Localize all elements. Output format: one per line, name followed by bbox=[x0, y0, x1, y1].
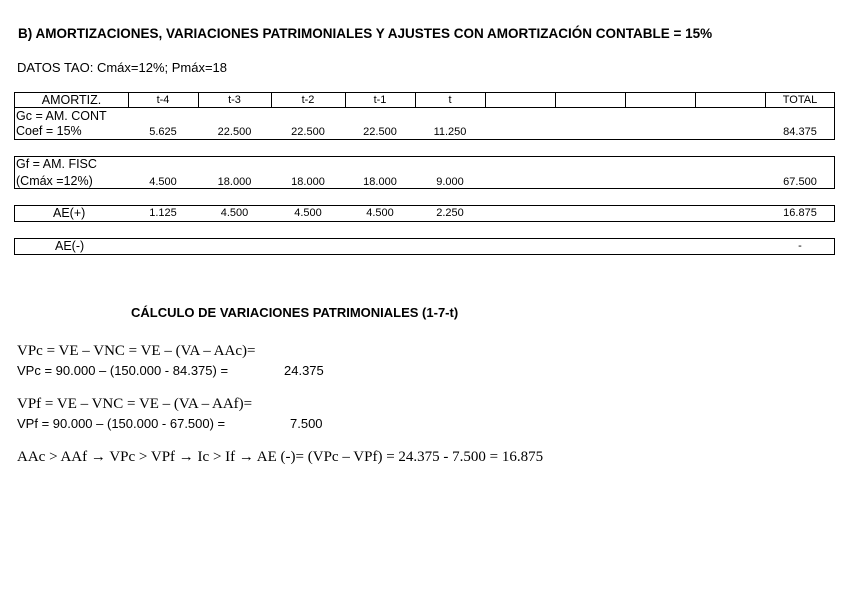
header-col: t-3 bbox=[228, 94, 241, 106]
row-label: (Cmáx =12%) bbox=[16, 174, 93, 188]
total-cell: - bbox=[798, 240, 802, 252]
value-cell: 9.000 bbox=[436, 176, 464, 188]
total-cell: 67.500 bbox=[783, 176, 817, 188]
header-col: t-4 bbox=[156, 94, 170, 106]
row-label: AE(+) bbox=[53, 206, 86, 220]
table-header-row bbox=[14, 92, 835, 108]
row-label: AE(-) bbox=[55, 239, 85, 253]
vpc-calc: VPc = 90.000 – (150.000 - 84.375) = bbox=[17, 363, 229, 378]
value-cell: 4.500 bbox=[366, 207, 394, 219]
header-amortiz: AMORTIZ. bbox=[41, 93, 102, 107]
calc-title: CÁLCULO DE VARIACIONES PATRIMONIALES (1-7-t) bbox=[131, 305, 459, 320]
value-cell: 2.250 bbox=[436, 207, 464, 219]
header-col: t-2 bbox=[301, 94, 315, 106]
value-cell: 18.000 bbox=[217, 176, 252, 188]
value-cell: 5.625 bbox=[149, 126, 177, 138]
value-cell: 18.000 bbox=[291, 176, 325, 188]
vpf-calc: VPf = 90.000 – (150.000 - 67.500) = bbox=[17, 416, 226, 431]
value-cell: 22.500 bbox=[363, 126, 397, 138]
value-cell: 18.000 bbox=[363, 176, 397, 188]
value-cell: 4.500 bbox=[220, 207, 249, 219]
vpc-formula: VPc = VE – VNC = VE – (VA – AAc)= bbox=[17, 343, 256, 359]
conclusion: AAc > AAf → VPc > VPf → Ic > If → AE (-)= (VPc – VPf) = 24.375 - 7.500 = 16.875 bbox=[17, 449, 544, 465]
header-col: t bbox=[448, 94, 452, 106]
section-title: B) AMORTIZACIONES, VARIACIONES PATRIMONIALES Y AJUSTES CON AMORTIZACIÓN CONTABLE = 15% bbox=[18, 26, 713, 41]
table-row bbox=[14, 107, 835, 140]
row-label: Coef = 15% bbox=[16, 124, 82, 138]
vpc-result: 24.375 bbox=[284, 363, 324, 378]
datos-tao: DATOS TAO: Cmáx=12%; Pmáx=18 bbox=[17, 60, 228, 75]
table-row bbox=[14, 238, 835, 255]
value-cell: 1.125 bbox=[149, 207, 177, 219]
row-label: Gc = AM. CONT bbox=[16, 109, 107, 123]
header-total: TOTAL bbox=[782, 94, 818, 106]
table-row bbox=[14, 205, 835, 222]
total-cell: 84.375 bbox=[783, 126, 817, 138]
table-row bbox=[14, 156, 835, 189]
total-cell: 16.875 bbox=[783, 207, 817, 219]
row-label: Gf = AM. FISC bbox=[16, 157, 97, 171]
header-col: t-1 bbox=[373, 94, 387, 106]
value-cell: 22.500 bbox=[291, 126, 325, 138]
value-cell: 4.500 bbox=[294, 207, 322, 219]
value-cell: 22.500 bbox=[217, 126, 252, 138]
value-cell: 4.500 bbox=[149, 176, 177, 188]
vpf-formula: VPf = VE – VNC = VE – (VA – AAf)= bbox=[17, 396, 253, 412]
vpf-result: 7.500 bbox=[290, 416, 323, 431]
value-cell: 11.250 bbox=[433, 126, 467, 138]
